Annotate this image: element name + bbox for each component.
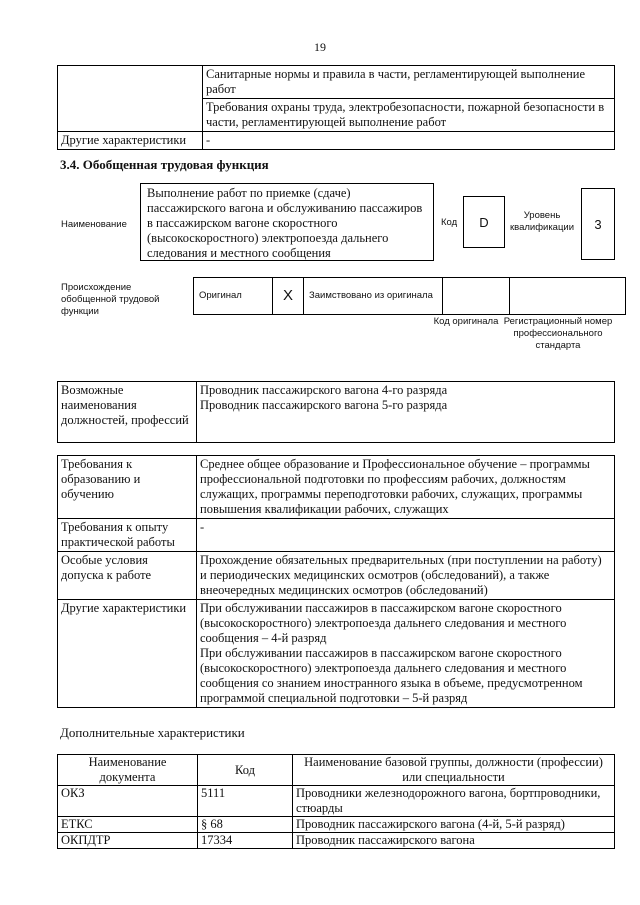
reg-number-cell: [510, 278, 626, 315]
table-cell-label: Другие характеристики: [58, 132, 203, 150]
requirements-table: [57, 455, 615, 708]
table-cell-text: -: [197, 519, 615, 552]
level-label: Уровень квалификации: [509, 210, 575, 233]
doc-cell: ЕТКС: [58, 817, 198, 833]
header-name: Наименование базовой группы, должности (профессии) или специальности: [293, 755, 615, 786]
table-row: [194, 278, 626, 315]
table-cell-text: Среднее общее образование и Профессиональное обучение – программы профессиональной подготовки по профессиям рабочих, должностям служащих, программы переподготовки рабочих, служащих, программы повышения квалификации рабочих, служащих: [197, 456, 615, 519]
doc-cell: ОКПДТР: [58, 833, 198, 849]
position-item: Проводник пассажирского вагона 4-го разряда: [200, 383, 448, 397]
table-row: [58, 66, 615, 99]
borrowed-label: Заимствовано из оригинала: [304, 278, 443, 315]
table-row: [58, 552, 615, 600]
reg-number-label: Регистрационный номер профессионального стандарта: [503, 316, 613, 351]
original-label: Оригинал: [194, 278, 273, 315]
additional-title: Дополнительные характеристики: [60, 725, 245, 740]
table-row: [58, 382, 615, 443]
paragraph: При обслуживании пассажиров в пассажирском вагоне скоростного (высокоскоростного) электропоезда дальнего следования и местного сообщения со знанием иностранного языка в объеме, предусмотренном программой специальной подготовки – 5-й разряд: [200, 646, 583, 705]
positions-list: [197, 382, 615, 443]
name-cell: Проводник пассажирского вагона (4-й, 5-й разряд): [293, 817, 615, 833]
origin-table: [193, 277, 626, 315]
positions-table: [57, 381, 615, 443]
table-cell-label: Другие характеристики: [58, 600, 197, 708]
code-original-cell: [443, 278, 510, 315]
additional-table: [57, 754, 615, 849]
table-row: [58, 600, 615, 708]
header-code: Код: [198, 755, 293, 786]
code-original-label: Код оригинала: [433, 316, 499, 327]
table-row: [58, 456, 615, 519]
code-cell: 5111: [198, 786, 293, 817]
level-value: 3: [581, 188, 615, 260]
doc-cell: ОКЗ: [58, 786, 198, 817]
name-cell: Проводник пассажирского вагона: [293, 833, 615, 849]
positions-label: Возможные наименования должностей, профессий: [58, 382, 197, 443]
table-cell-text: Санитарные нормы и правила в части, регламентирующей выполнение работ: [203, 66, 615, 99]
table-cell-label: Требования к образованию и обучению: [58, 456, 197, 519]
function-name: Выполнение работ по приемке (сдаче) пассажирского вагона и обслуживанию пассажиров в пассажирском вагоне скоростного (высокоскоростного) электропоезда дальнего следования и местного сообщения: [140, 183, 434, 261]
name-label: Наименование: [61, 219, 127, 230]
name-cell: Проводники железнодорожного вагона, бортпроводники, стюарды: [293, 786, 615, 817]
origin-label: Происхождение обобщенной трудовой функции: [61, 282, 160, 317]
table-cell-text: Прохождение обязательных предварительных (при поступлении на работу) и периодических медицинских осмотров (обследований), а также внеочередных медицинских осмотров (обследований): [197, 552, 615, 600]
code-value: D: [463, 196, 505, 248]
position-item: Проводник пассажирского вагона 5-го разряда: [200, 398, 448, 412]
page-number: 19: [314, 40, 326, 54]
paragraph: При обслуживании пассажиров в пассажирском вагоне скоростного (высокоскоростного) электропоезда дальнего следования и местного сообщения – 4-й разряд: [200, 601, 567, 645]
table-row: [58, 132, 615, 150]
table-cell-text: [197, 600, 615, 708]
code-cell: 17334: [198, 833, 293, 849]
top-table: [57, 65, 615, 150]
table-cell-text: Требования охраны труда, электробезопасности, пожарной безопасности в части, регламентирующей выполнение работ: [203, 99, 615, 132]
section-title: 3.4. Обобщенная трудовая функция: [60, 157, 269, 172]
table-header-row: [58, 755, 615, 786]
table-cell-label: Особые условия допуска к работе: [58, 552, 197, 600]
original-mark: X: [273, 278, 304, 315]
table-cell-text: -: [203, 132, 615, 150]
table-cell-label: Требования к опыту практической работы: [58, 519, 197, 552]
header-doc: Наименование документа: [58, 755, 198, 786]
table-row: [58, 519, 615, 552]
table-row: [58, 833, 615, 849]
table-row: [58, 817, 615, 833]
code-label: Код: [441, 217, 458, 228]
table-row: [58, 786, 615, 817]
table-cell-label: [58, 66, 203, 132]
code-cell: § 68: [198, 817, 293, 833]
